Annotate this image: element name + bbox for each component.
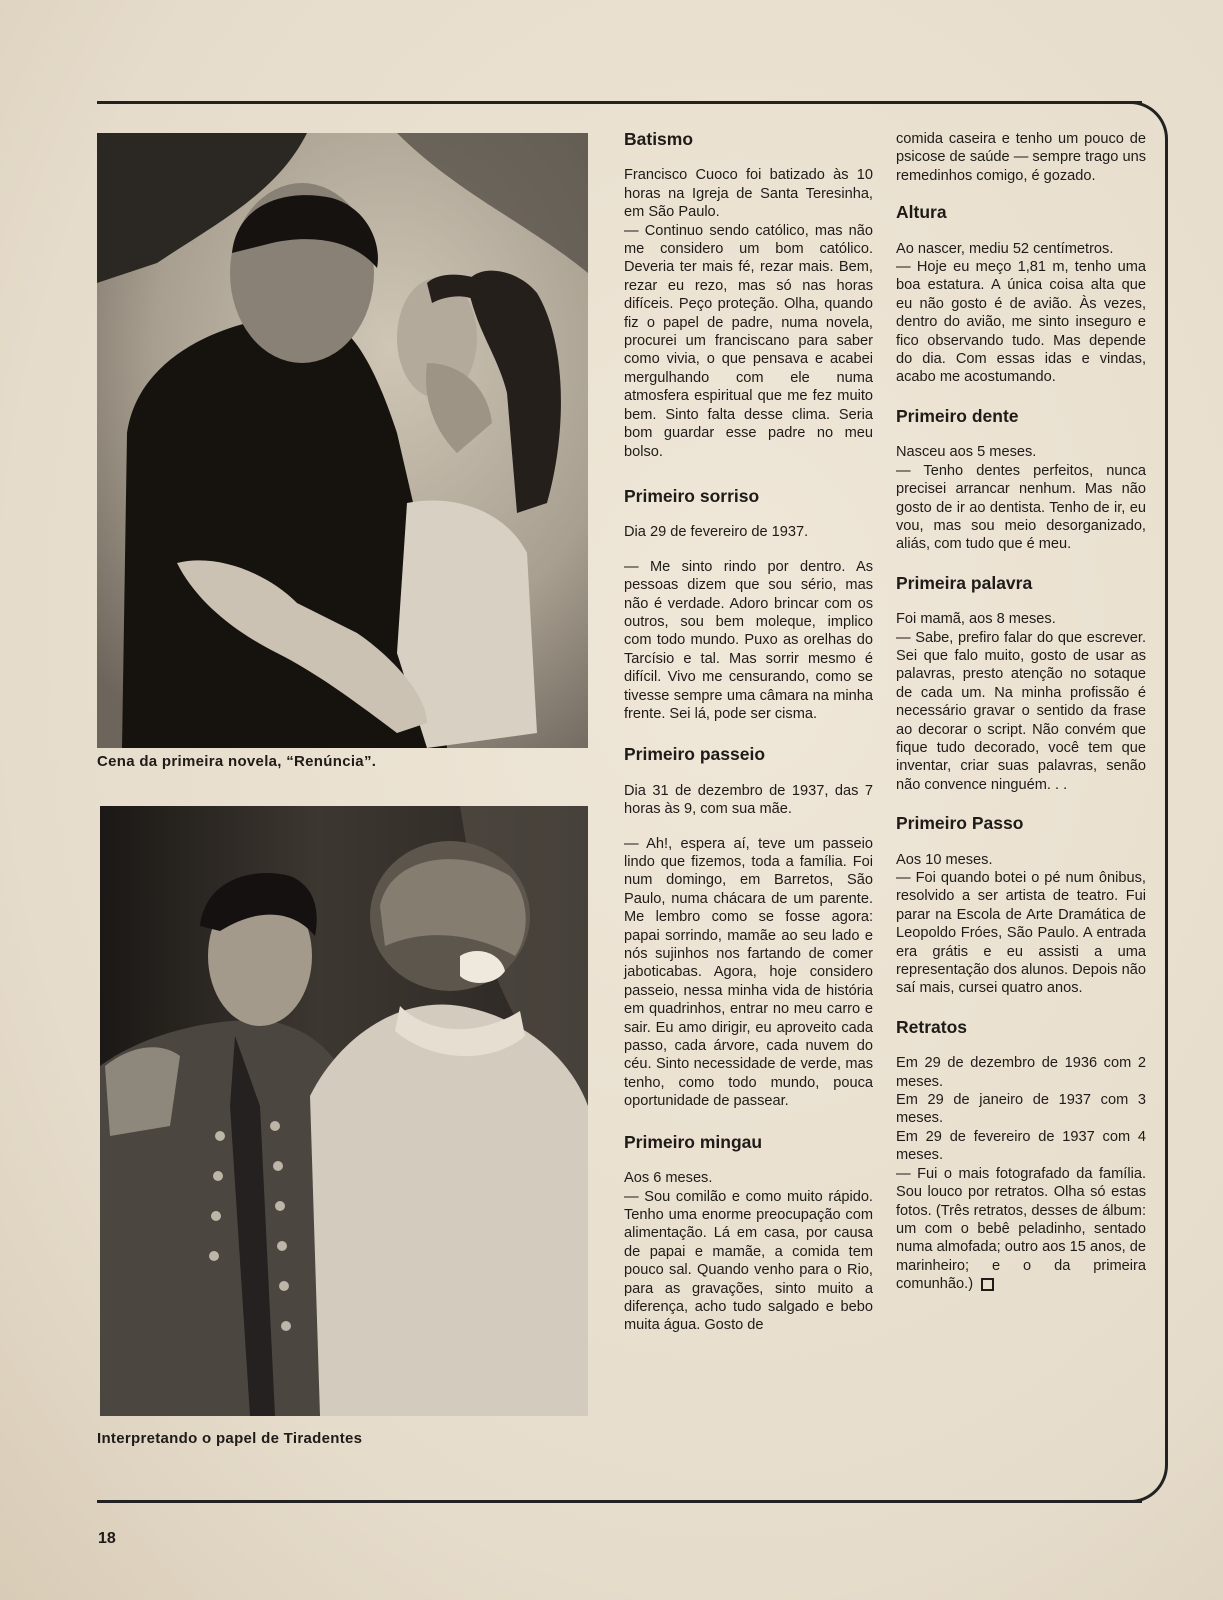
passeio-intro: Dia 31 de dezembro de 1937, das 7 horas às 9, com sua mãe. bbox=[624, 782, 873, 818]
heading-primeiro-passo: Primeiro Passo bbox=[896, 813, 1024, 834]
bottom-rule bbox=[97, 1500, 1142, 1503]
column-right bbox=[896, 130, 1146, 1294]
section-batismo bbox=[624, 130, 873, 461]
top-rule bbox=[97, 101, 1142, 104]
section-primeiro-mingau bbox=[624, 1133, 873, 1335]
mingau-intro: Aos 6 meses. bbox=[624, 1170, 713, 1187]
mingau-quote: — Sou comilão e como muito rápido. Tenho uma enorme preocupação com alimentação. Lá em casa, por causa de papai e mamãe, a comida tem pouco sal. Quando venho para o Rio, para as gravações, sinto muito a diferença, acho tudo salgado e bebo muita água. Gosto de bbox=[624, 1188, 873, 1334]
batismo-intro: Francisco Cuoco foi batizado às 10 horas na Igreja de Santa Teresinha, em São Paulo. bbox=[624, 167, 873, 221]
section-altura bbox=[896, 203, 1146, 387]
section-retratos bbox=[896, 1018, 1146, 1294]
passeio-quote: — Ah!, espera aí, teve um passeio lindo que fizemos, toda a família. Foi num domingo, em Barretos, São Paulo, numa chácara de um parente. Me lembro como se fosse agora: papai sorrindo, mamãe ao seu lado e nós sujinhos nos fartando de comer jaboticabas. Agora, hoje considero passeio, nessa minha vida de história em quadrinhos, entrar no meu carro e sair. Eu amo dirigir, eu aproveito cada passo, cada árvore, cada nuvem do céu. Sinto necessidade de verde, mas tenho, como todo mundo, pouca oportunidade de passear. bbox=[624, 835, 873, 1110]
photo-caption-tiradentes: Interpretando o papel de Tiradentes bbox=[97, 1430, 363, 1447]
page-number: 18 bbox=[98, 1530, 116, 1547]
sorriso-quote: — Me sinto rindo por dentro. As pessoas dizem que sou sério, mas não é verdade. Adoro brincar com os outros, sou bem moleque, implico com todo mundo. Puxo as orelhas do Tarcísio e tal. Mas sorrir mesmo é difícil. Vivo me censurando, como se tivesse sempre uma câmara na minha frente. Sei lá, pode ser cisma. bbox=[624, 558, 873, 722]
dente-quote: — Tenho dentes perfeitos, nunca precisei arrancar nenhum. Mas não gosto de ir ao dentista. Tenho de ir, eu vou, mas sou meio desorganizado, aliás, com tudo que é meu. bbox=[896, 462, 1146, 553]
photo-tiradentes-scene bbox=[100, 806, 588, 1416]
heading-primeiro-dente: Primeiro dente bbox=[896, 405, 1019, 426]
heading-altura: Altura bbox=[896, 202, 947, 223]
heading-primeiro-passeio: Primeiro passeio bbox=[624, 744, 766, 765]
passo-intro: Aos 10 meses. bbox=[896, 851, 993, 868]
palavra-quote: — Sabe, prefiro falar do que escrever. Sei que falo muito, gosto de usar as palavras, presto atenção no sotaque de cada um. Na minha profissão é necessário gravar o sentido da frase ao decorar o script. Não convém que fique tudo decorado, você tem que inventar, criar suas palavras, senão não convence ninguém. . . bbox=[896, 629, 1146, 793]
retratos-line-1: Em 29 de dezembro de 1936 com 2 meses. bbox=[896, 1055, 1146, 1090]
section-primeiro-sorriso bbox=[624, 487, 873, 723]
photo-renuncia-scene bbox=[97, 133, 588, 748]
passo-quote: — Foi quando botei o pé num ônibus, resolvido a ser artista de teatro. Fui parar na Escola de Arte Dramática de Leopoldo Fróes, São Paulo. A entrada era grátis e eu assisti a uma representação dos alunos. Depois não saí mais, cursei quatro anos. bbox=[896, 870, 1146, 997]
photo-caption-renuncia: Cena da primeira novela, “Renúncia”. bbox=[97, 753, 377, 770]
section-primeiro-passeio bbox=[624, 745, 873, 1110]
section-primeiro-dente bbox=[896, 407, 1146, 554]
heading-batismo: Batismo bbox=[624, 129, 694, 149]
section-primeiro-passo bbox=[896, 814, 1146, 998]
retratos-quote bbox=[896, 1165, 1146, 1294]
batismo-quote: — Continuo sendo católico, mas não me considero um bom católico. Deveria ter mais fé, rezar mais. Bem, rezar eu rezo, mas só nas horas difíceis. Peço proteção. Olha, quando fiz o papel de padre, numa novela, procurei um franciscano para saber como vivia, o que pensava e acabei mergulhando com ele numa atmosfera espiritual que me fez muito bem. Sinto falta desse clima. Seria bom guardar esse padre no meu bolso. bbox=[624, 222, 873, 460]
column-middle bbox=[624, 130, 873, 1355]
dente-intro: Nasceu aos 5 meses. bbox=[896, 444, 1037, 461]
palavra-intro: Foi mamã, aos 8 meses. bbox=[896, 611, 1056, 628]
retratos-line-3: Em 29 de fevereiro de 1937 com 4 meses. bbox=[896, 1128, 1146, 1164]
altura-intro: Ao nascer, mediu 52 centímetros. bbox=[896, 240, 1114, 257]
retratos-quote-text: — Fui o mais fotografado da família. Sou louco por retratos. Olha só estas fotos. (Três retratos, desses de álbum: um com o bebê peladinho, sentado numa almofada; outro aos 15 anos, de marinheiro; e o da primeira comunhão.) bbox=[896, 1165, 1146, 1293]
altura-quote: — Hoje eu meço 1,81 m, tenho uma boa estatura. A única coisa alta que eu não gosto é de avião. Às vezes, dentro do avião, me sinto inseguro e fico observando tudo. Mas depende do dia. Com essas idas e vindas, acabo me acostumando. bbox=[896, 259, 1146, 386]
end-of-article-icon bbox=[981, 1278, 994, 1291]
mingau-quote-continued: comida caseira e tenho um pouco de psicose de saúde — sempre trago uns remedinhos comigo, é gozado. bbox=[896, 131, 1146, 184]
heading-primeiro-sorriso: Primeiro sorriso bbox=[624, 485, 760, 506]
heading-retratos: Retratos bbox=[896, 1016, 967, 1037]
sorriso-intro: Dia 29 de fevereiro de 1937. bbox=[624, 524, 809, 541]
heading-primeiro-mingau: Primeiro mingau bbox=[624, 1131, 763, 1152]
retratos-line-2: Em 29 de janeiro de 1937 com 3 meses. bbox=[896, 1092, 1146, 1127]
heading-primeira-palavra: Primeira palavra bbox=[896, 572, 1033, 593]
mingau-continuation bbox=[896, 130, 1146, 185]
section-primeira-palavra bbox=[896, 574, 1146, 794]
